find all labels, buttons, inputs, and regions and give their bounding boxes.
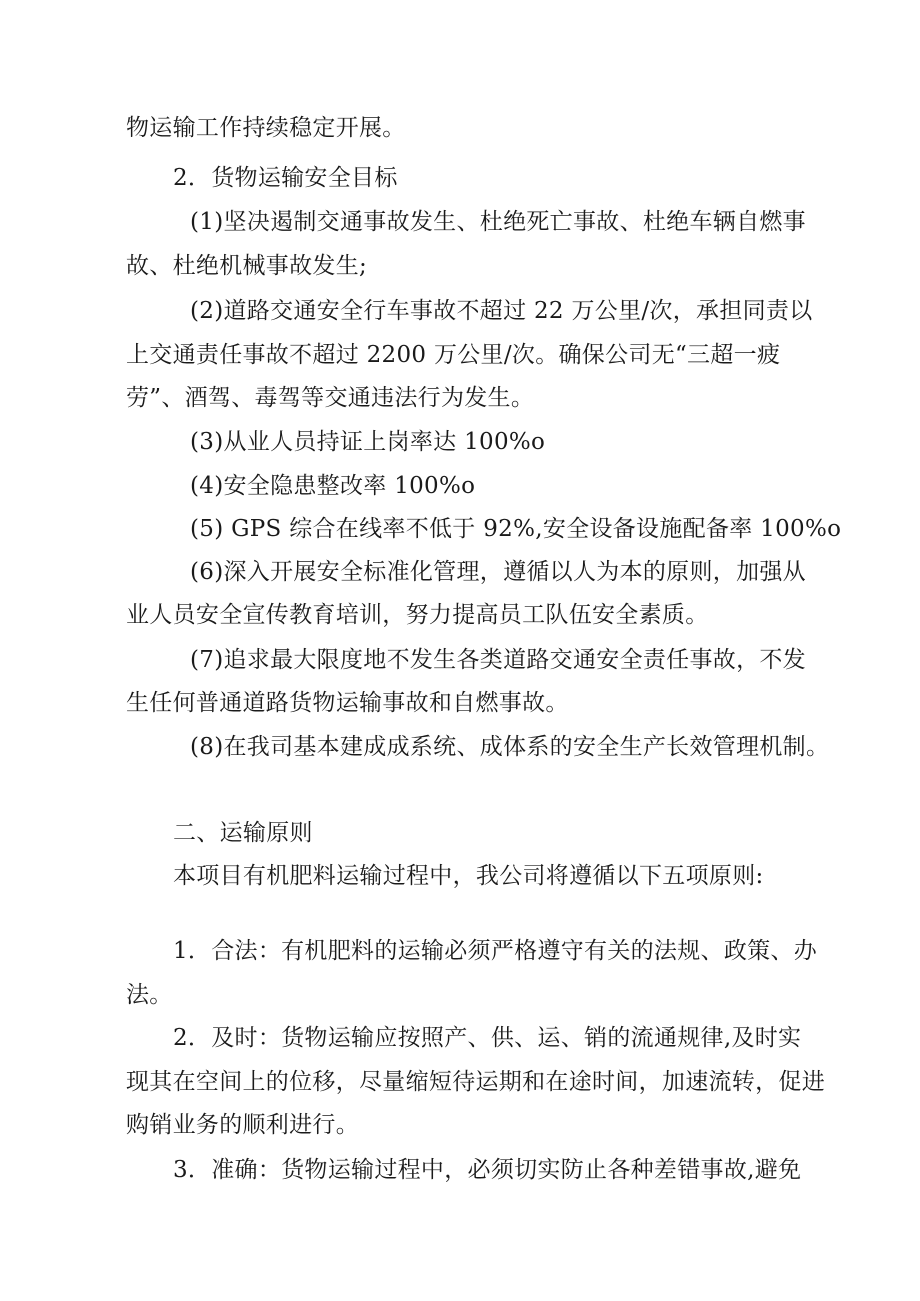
paragraph-line: 2．及时：货物运输应按照产、供、运、销的流通规律,及时实 [173, 1025, 802, 1051]
paragraph-line: (1)坚决遏制交通事故发生、杜绝死亡事故、杜绝车辆自燃事 [190, 209, 806, 235]
paragraph-line: 现其在空间上的位移，尽量缩短待运期和在途时间，加速流转，促进 [126, 1069, 825, 1095]
paragraph-line: (6)深入开展安全标准化管理，遵循以人为本的原则，加强从 [190, 559, 806, 585]
paragraph-line: 1．合法：有机肥料的运输必须严格遵守有关的法规、政策、办 [173, 938, 818, 964]
paragraph-line: 劳”、酒驾、毒驾等交通违法行为发生。 [126, 385, 535, 411]
paragraph-line: 本项目有机肥料运输过程中，我公司将遵循以下五项原则: [173, 863, 764, 889]
section-heading: 二、运输原则 [173, 820, 313, 846]
paragraph-line: 业人员安全宣传教育培训，努力提高员工队伍安全素质。 [126, 602, 709, 628]
paragraph-line: 3．准确：货物运输过程中，必须切实防止各种差错事故,避免 [173, 1157, 802, 1183]
paragraph-line: (3)从业人员持证上岗率达 100%o [190, 429, 546, 455]
paragraph-line: (7)追求最大限度地不发生各类道路交通安全责任事故，不发 [190, 647, 806, 673]
paragraph-line: 物运输工作持续稳定开展。 [126, 115, 406, 141]
paragraph-line: 法。 [126, 982, 173, 1008]
paragraph-line: (4)安全隐患整改率 100%o [190, 473, 476, 499]
paragraph-line: (2)道路交通安全行车事故不超过 22 万公里/次，承担同责以 [190, 298, 813, 324]
paragraph-line: 故、杜绝机械事故发生; [126, 253, 368, 279]
paragraph-line: (8)在我司基本建成成系统、成体系的安全生产长效管理机制。 [190, 734, 830, 760]
paragraph-line: 生任何普通道路货物运输事故和自燃事故。 [126, 690, 569, 716]
paragraph-line: (5) GPS 综合在线率不低于 92%,安全设备设施配备率 100%o [190, 516, 842, 542]
paragraph-line: 上交通责任事故不超过 2200 万公里/次。确保公司无“三超一疲 [126, 342, 781, 368]
section-heading: 2．货物运输安全目标 [173, 165, 398, 191]
paragraph-line: 购销业务的顺利进行。 [126, 1112, 359, 1138]
